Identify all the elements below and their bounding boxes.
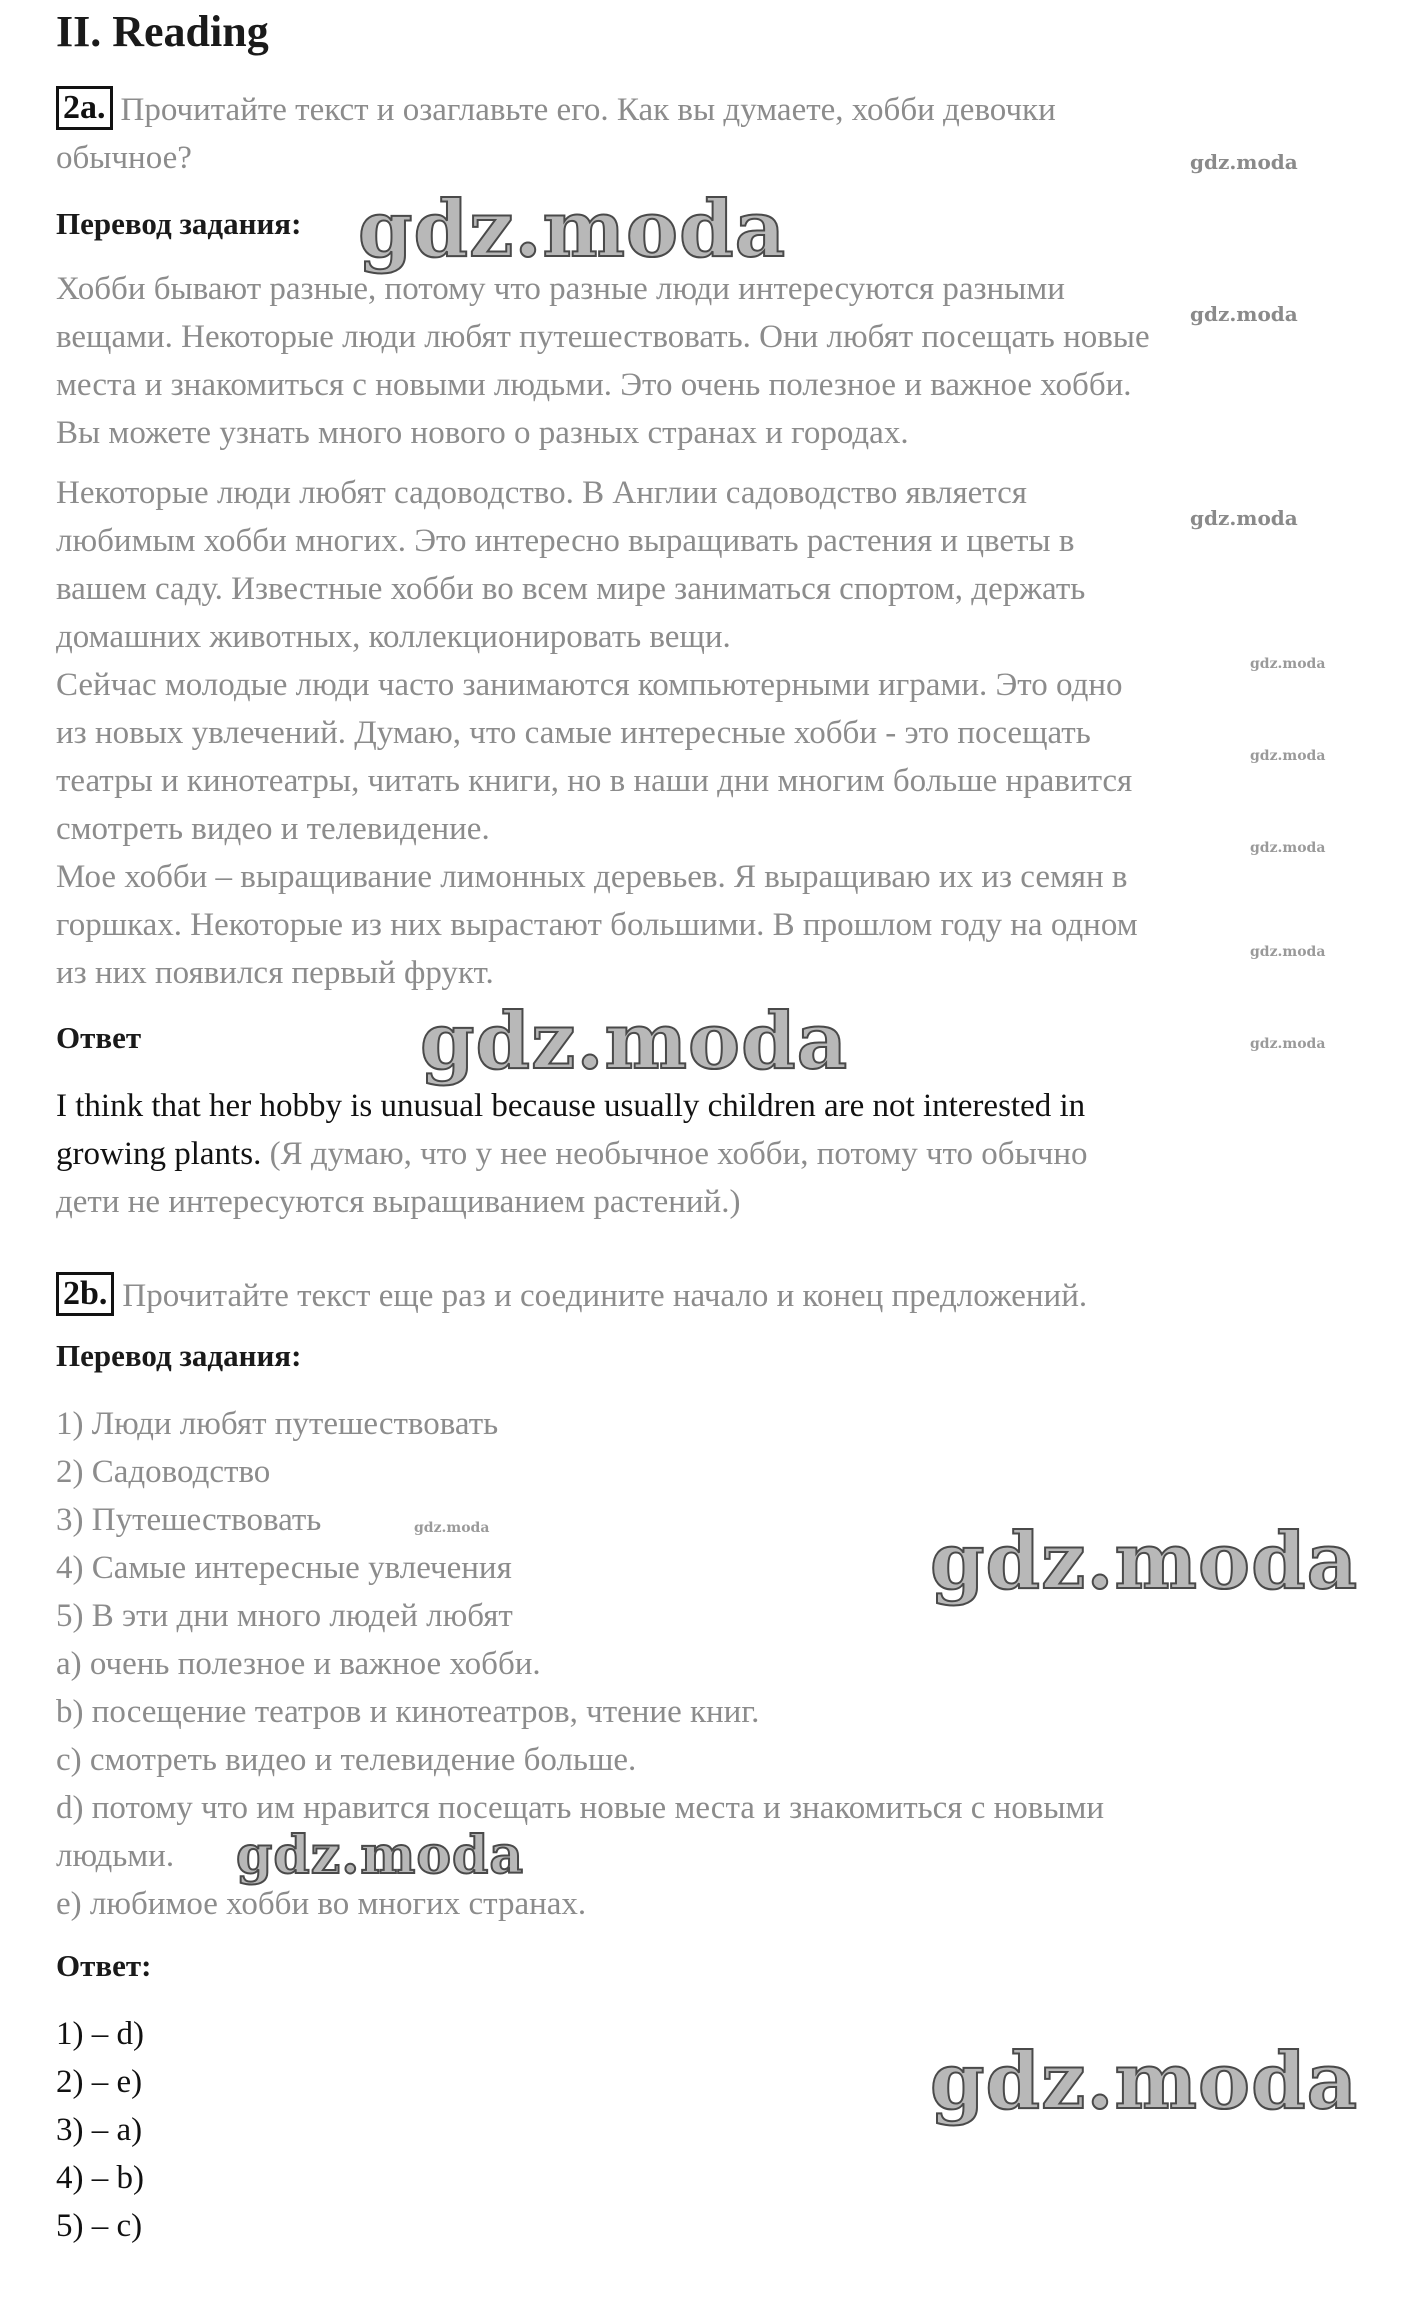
- watermark-logo: gdz.moda: [236, 1825, 525, 1886]
- watermark-logo: gdz.moda: [420, 996, 849, 1087]
- watermark-small: gdz.moda: [1190, 150, 1298, 174]
- translation-line: любимым хобби многих. Это интересно выращивать растения и цветы в: [56, 523, 1075, 559]
- section-title: II. Reading: [56, 7, 269, 56]
- answer-heading-2b: Ответ:: [56, 1948, 152, 1983]
- answer-ru-line: дети не интересуются выращиванием растений.): [56, 1184, 741, 1220]
- answer-heading-2a: Ответ: [56, 1020, 142, 1055]
- match-item: 4) Самые интересные увлечения: [56, 1550, 512, 1586]
- watermark-small: gdz.moda: [414, 1520, 490, 1536]
- match-item: a) очень полезное и важное хобби.: [56, 1646, 541, 1682]
- task-2a-instruction: 2a. Прочитайте текст и озаглавьте его. Как вы думаете, хобби девочки: [56, 86, 1056, 134]
- translation-line: вещами. Некоторые люди любят путешествовать. Они любят посещать новые: [56, 319, 1150, 355]
- watermark-small: gdz.moda: [1250, 656, 1326, 672]
- translation-line: Мое хобби – выращивание лимонных деревьев. Я выращиваю их из семян в: [56, 859, 1128, 895]
- match-item: b) посещение театров и кинотеатров, чтение книг.: [56, 1694, 760, 1730]
- match-item: e) любимое хобби во многих странах.: [56, 1886, 587, 1922]
- watermark-small: gdz.moda: [1250, 944, 1326, 960]
- match-item: 2) Садоводство: [56, 1454, 271, 1490]
- translation-line: Сейчас молодые люди часто занимаются компьютерными играми. Это одно: [56, 667, 1123, 703]
- watermark-small: gdz.moda: [1250, 748, 1326, 764]
- translation-line: домашних животных, коллекционировать вещи.: [56, 619, 731, 655]
- task-badge-2a: 2a.: [56, 86, 113, 130]
- answer-en-line: I think that her hobby is unusual because usually children are not interested in: [56, 1088, 1086, 1124]
- watermark-small: gdz.moda: [1250, 840, 1326, 856]
- task-2b-instruction: 2b. Прочитайте текст еще раз и соедините начало и конец предложений.: [56, 1272, 1087, 1320]
- translation-line: театры и кинотеатры, читать книги, но в наши дни многим больше нравится: [56, 763, 1133, 799]
- answer-item: 4) – b): [56, 2160, 144, 2196]
- answer-line-2: growing plants. (Я думаю, что у нее необычное хобби, потому что обычно: [56, 1136, 1088, 1172]
- answer-item: 3) – a): [56, 2112, 143, 2148]
- translation-line: из новых увлечений. Думаю, что самые интересные хобби - это посещать: [56, 715, 1091, 751]
- match-item: 5) В эти дни много людей любят: [56, 1598, 513, 1634]
- watermark-small: gdz.moda: [1190, 302, 1298, 326]
- task-2a-instruction-cont: обычное?: [56, 140, 192, 176]
- answer-item: 2) – e): [56, 2064, 143, 2100]
- translation-line: из них появился первый фрукт.: [56, 955, 494, 991]
- translation-line: Некоторые люди любят садоводство. В Англии садоводство является: [56, 475, 1027, 511]
- translation-heading-2a: Перевод задания:: [56, 206, 302, 241]
- translation-line: смотреть видео и телевидение.: [56, 811, 490, 847]
- translation-line: вашем саду. Известные хобби во всем мире заниматься спортом, держать: [56, 571, 1086, 607]
- match-item: 3) Путешествовать: [56, 1502, 322, 1538]
- translation-line: Хобби бывают разные, потому что разные люди интересуются разными: [56, 271, 1065, 307]
- watermark-logo: gdz.moda: [930, 2036, 1359, 2127]
- match-item: d) потому что им нравится посещать новые места и знакомиться с новыми: [56, 1790, 1105, 1826]
- watermark-small: gdz.moda: [1250, 1036, 1326, 1052]
- translation-line: места и знакомиться с новыми людьми. Это очень полезное и важное хобби.: [56, 367, 1132, 403]
- answer-item: 1) – d): [56, 2016, 144, 2052]
- watermark-logo: gdz.moda: [358, 184, 787, 275]
- translation-line: Вы можете узнать много нового о разных странах и городах.: [56, 415, 909, 451]
- match-item: c) смотреть видео и телевидение больше.: [56, 1742, 637, 1778]
- translation-heading-2b: Перевод задания:: [56, 1338, 302, 1373]
- match-item: 1) Люди любят путешествовать: [56, 1406, 499, 1442]
- answer-item: 5) – c): [56, 2208, 143, 2244]
- match-item: людьми.: [56, 1838, 175, 1874]
- watermark-small: gdz.moda: [1190, 506, 1298, 530]
- translation-line: горшках. Некоторые из них вырастают большими. В прошлом году на одном: [56, 907, 1138, 943]
- task-badge-2b: 2b.: [56, 1272, 114, 1316]
- watermark-logo: gdz.moda: [930, 1516, 1359, 1607]
